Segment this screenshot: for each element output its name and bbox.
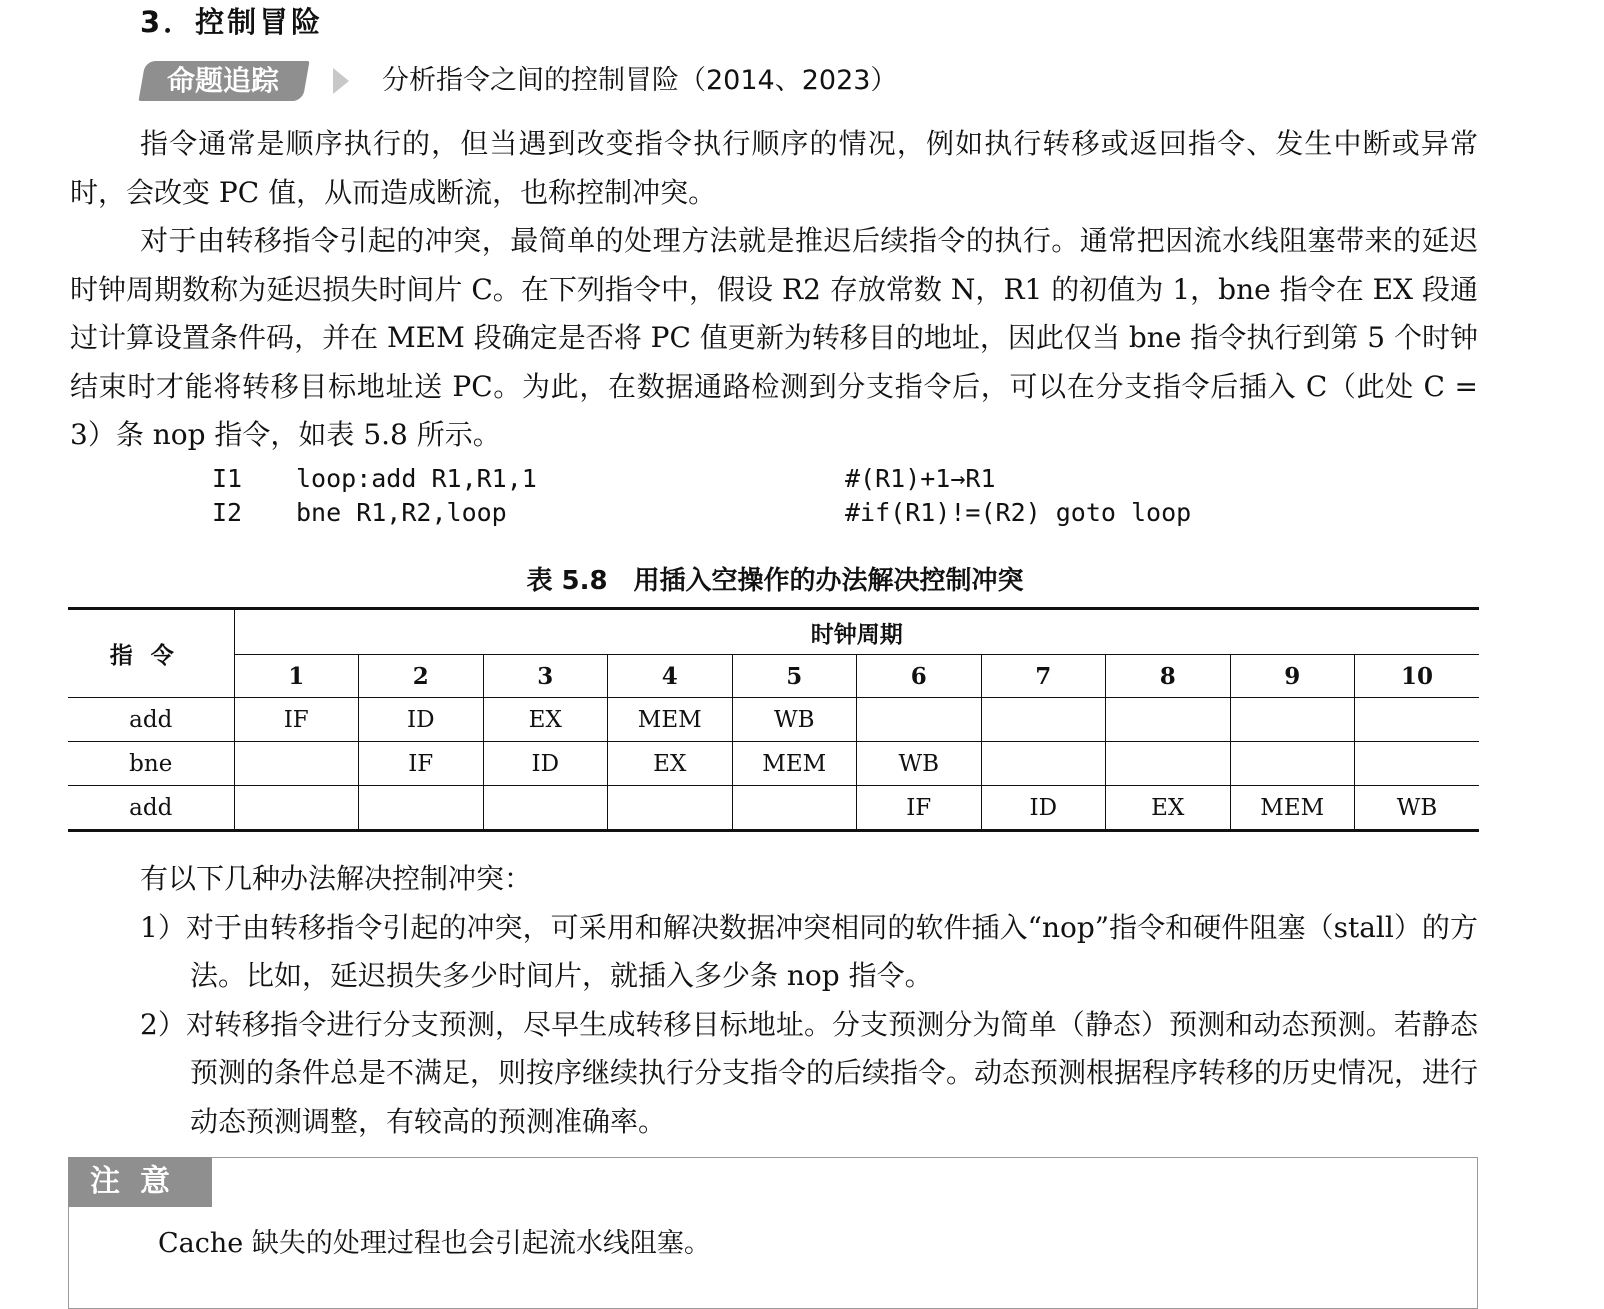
note-label: 注意 [68,1157,212,1207]
cycle-number: 4 [608,655,733,698]
stage-cell [1355,698,1480,742]
row-instruction: add [68,698,234,742]
cycle-number: 9 [1230,655,1355,698]
stage-cell: IF [234,698,359,742]
section-heading: 3．控制冒险 [140,5,324,39]
tracking-text: 分析指令之间的控制冒险（2014、2023） [382,65,898,96]
stage-cell: ID [981,786,1106,831]
cycle-number: 5 [732,655,857,698]
stage-cell [1106,742,1231,786]
code-label: I1 [212,464,243,493]
cycle-number: 1 [234,655,359,698]
stage-cell [359,786,484,831]
note-text: Cache 缺失的处理过程也会引起流水线阻塞。 [158,1228,711,1259]
methods-intro: 有以下几种办法解决控制冲突： [140,862,533,895]
paragraph-1 [70,120,1478,217]
table-header-row [68,609,1479,655]
stage-cell: ID [359,698,484,742]
code-comment: #(R1)+1→R1 [845,464,996,493]
stage-cell [1230,742,1355,786]
stage-cell: ID [483,742,608,786]
code-comment: #if(R1)!=(R2) goto loop [845,498,1192,527]
tracking-tag: 命题追踪 [166,64,279,97]
paragraph-2 [70,217,1478,460]
stage-cell: IF [359,742,484,786]
table-caption: 表 5.8 用插入空操作的办法解决控制冲突 [526,566,1024,596]
header-clock: 时钟周期 [234,609,1479,655]
row-instruction: bne [68,742,234,786]
list-item: 2）对转移指令进行分支预测，尽早生成转移目标地址。分支预测分为简单（静态）预测和动态预测。若静态预测的条件总是不满足，则按序继续执行分支指令的后续指令。动态预测根据程序转移的历史情况，进行动态预测调整，有较高的预测准确率。 [140,1007,1479,1138]
code-label: I2 [212,498,243,527]
paragraph-text: 对于由转移指令引起的冲突，最简单的处理方法就是推迟后续指令的执行。通常把因流水线阻塞带来的延迟时钟周期数称为延迟损失时间片 C。在下列指令中，假设 R2 存放常数 N，R1 的初值为 1，bne 指令在 EX 段通过计算设置条件码，并在 MEM 段确定是否将 PC 值更新为转移目的地址，因此仅当 bne 指令执行到第 5 个时钟结束时才能将转移目标地址送 PC。为此，在数据通路检测到分支指令后，可以在分支指令后插入 C（此处 C = 3）条 nop 指令，如表 5.8 所示。 [70,224,1478,451]
stage-cell [1106,698,1231,742]
pipeline-table [68,607,1479,832]
stage-cell: WB [732,698,857,742]
cycle-number: 3 [483,655,608,698]
code-instruction: loop:add R1,R1,1 [296,464,537,493]
stage-cell: WB [857,742,982,786]
stage-cell: WB [1355,786,1480,831]
stage-cell [1355,742,1480,786]
row-instruction: add [68,786,234,831]
stage-cell [732,786,857,831]
cycle-number: 10 [1355,655,1480,698]
table-row [68,742,1479,786]
stage-cell: EX [483,698,608,742]
methods-list [70,855,1478,1146]
cycle-number: 7 [981,655,1106,698]
stage-cell: MEM [1230,786,1355,831]
stage-cell [981,698,1106,742]
paragraph-text: 指令通常是顺序执行的，但当遇到改变指令执行顺序的情况，例如执行转移或返回指令、发生中断或异常时，会改变 PC 值，从而造成断流，也称控制冲突。 [70,127,1478,209]
stage-cell [857,698,982,742]
stage-cell [234,786,359,831]
triangle-right-icon [333,68,349,94]
stage-cell [608,786,733,831]
stage-cell: IF [857,786,982,831]
stage-cell: EX [1106,786,1231,831]
header-instruction: 指令 [68,609,234,698]
list-item: 1）对于由转移指令引起的冲突，可采用和解决数据冲突相同的软件插入“nop”指令和硬件阻塞（stall）的方法。比如，延迟损失多少时间片，就插入多少条 nop 指令。 [140,910,1478,992]
stage-cell [234,742,359,786]
cycle-number: 2 [359,655,484,698]
stage-cell [1230,698,1355,742]
stage-cell: MEM [732,742,857,786]
table-row [68,786,1479,831]
stage-cell [483,786,608,831]
stage-cell: MEM [608,698,733,742]
table-cycle-row [68,655,1479,698]
stage-cell: EX [608,742,733,786]
stage-cell [981,742,1106,786]
cycle-number: 8 [1106,655,1231,698]
code-instruction: bne R1,R2,loop [296,498,507,527]
cycle-number: 6 [857,655,982,698]
table-row [68,698,1479,742]
